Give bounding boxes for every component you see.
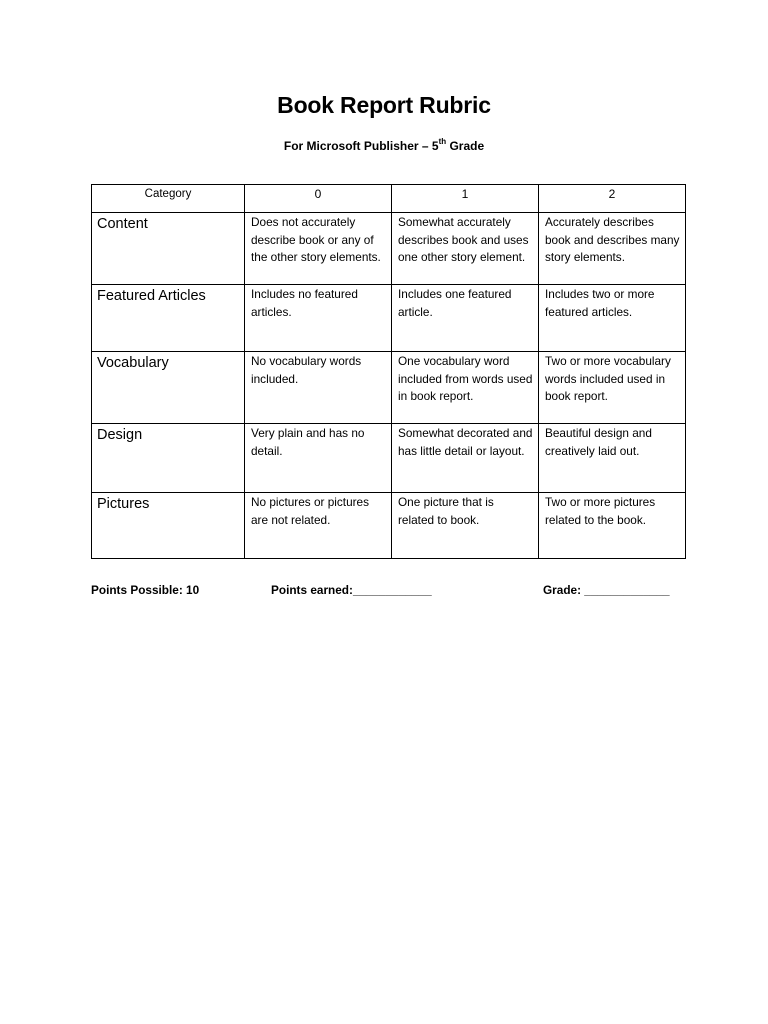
score-0-cell: No pictures or pictures are not related.	[245, 493, 392, 559]
rubric-table	[91, 184, 686, 559]
table-row	[92, 285, 686, 352]
points-earned-field: Points earned:____________	[271, 583, 432, 597]
score-2-cell: Beautiful design and creatively laid out.	[539, 424, 686, 493]
subtitle-text: For Microsoft Publisher – 5	[283, 139, 439, 153]
table-row	[92, 213, 686, 285]
score-2-cell: Two or more vocabulary words included used in book report.	[539, 352, 686, 424]
score-1-cell: Includes one featured article.	[392, 285, 539, 352]
subtitle-grade: Grade	[446, 139, 485, 153]
score-0-cell: Very plain and has no detail.	[245, 424, 392, 493]
header-score-2: 2	[539, 185, 686, 213]
score-1-cell: Somewhat accurately describes book and uses one other story element.	[392, 213, 539, 285]
score-0-cell: Does not accurately describe book or any of the other story elements.	[245, 213, 392, 285]
table-row	[92, 424, 686, 493]
score-1-cell: One vocabulary word included from words used in book report.	[392, 352, 539, 424]
category-cell: Vocabulary	[92, 352, 245, 424]
score-2-cell: Two or more pictures related to the book.	[539, 493, 686, 559]
header-row	[92, 185, 686, 213]
header-score-1: 1	[392, 185, 539, 213]
document-subtitle	[0, 138, 768, 153]
category-cell: Featured Articles	[92, 285, 245, 352]
header-category: Category	[92, 185, 245, 213]
header-score-0: 0	[245, 185, 392, 213]
subtitle-superscript: th	[438, 137, 447, 146]
category-cell: Design	[92, 424, 245, 493]
category-cell: Content	[92, 213, 245, 285]
score-0-cell: Includes no featured articles.	[245, 285, 392, 352]
score-1-cell: Somewhat decorated and has little detail or layout.	[392, 424, 539, 493]
score-2-cell: Accurately describes book and describes many story elements.	[539, 213, 686, 285]
document-title: Book Report Rubric	[277, 92, 491, 118]
points-possible: Points Possible: 10	[91, 583, 200, 597]
grade-field: Grade: _____________	[543, 583, 670, 597]
table-row	[92, 493, 686, 559]
category-cell: Pictures	[92, 493, 245, 559]
score-1-cell: One picture that is related to book.	[392, 493, 539, 559]
table-row	[92, 352, 686, 424]
score-2-cell: Includes two or more featured articles.	[539, 285, 686, 352]
score-0-cell: No vocabulary words included.	[245, 352, 392, 424]
